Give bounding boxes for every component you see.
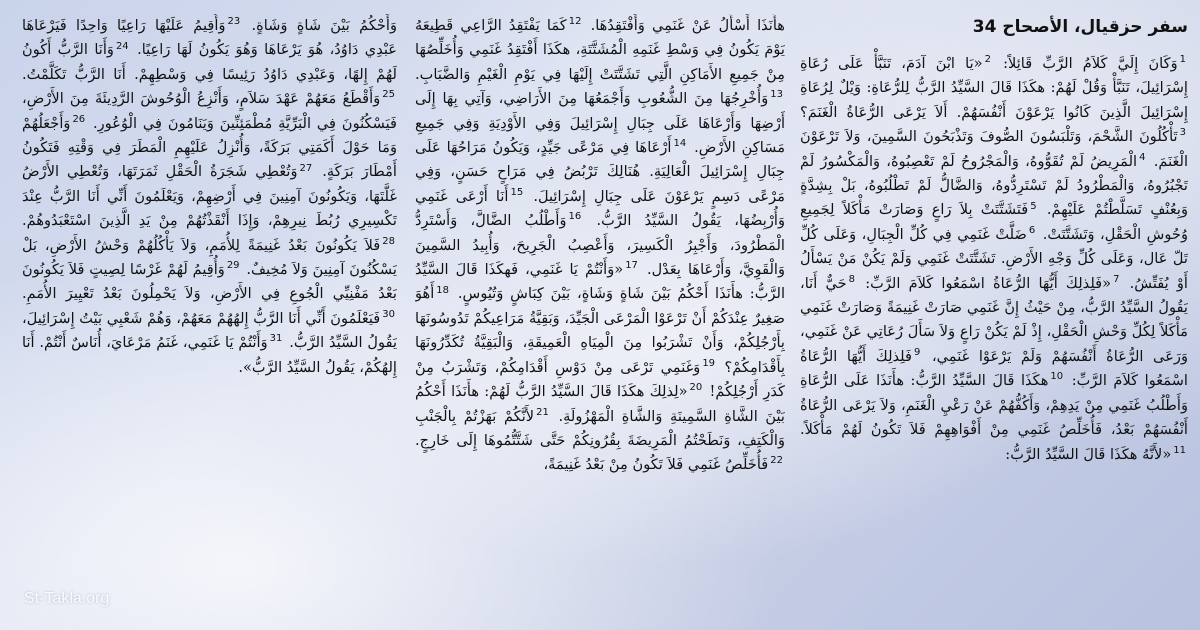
verse [1003, 55, 1188, 72]
verse-number: 19 [702, 357, 716, 369]
text-column-left [22, 14, 397, 614]
verse-text: فَأُخَلِّصُ غَنَمِي فَلاَ تَكُونُ مِنْ بَعْدُ غَنِيمَةً، [543, 456, 769, 474]
verse-text: لأَنَّكُمْ بَهَزْتُمْ بِالْجَنْبِ وَالْكَتِفِ، وَنَطَحْتُمُ الْمَرِيضَةَ بِقُرُونِكُمْ حَتَّى شَتَّتُّمُوهَا إِلَى خَارِجٍ. [415, 407, 785, 449]
verse-text: الْمَرِيضُ لَمْ تُقَوُّوهُ، وَالْمَجْرُوحُ لَمْ تَعْصِبُوهُ، وَالْمَكْسُورُ لَمْ تَجْبُرُوهُ، وَالْمَطْرُودُ لَمْ تَسْتَرِدُّوهُ، وَالضَّالُّ لَمْ تَطْلُبُوهُ، بَلْ بِشِدَّةٍ وَبِعُنْفٍ تَسَلَّطْتُمْ عَلَيْهِمْ. [800, 152, 1188, 219]
verse [251, 17, 397, 34]
verse-text: وَغَنَمِي تَرْعَى مِنْ دَوْسِ أَقْدَامِكُمْ، وَتَشْرَبُ مِنْ كَدَرِ أَرْجُلِكُمْ! [415, 358, 785, 401]
verse-number: 30 [382, 309, 395, 321]
verse-number: 13 [770, 89, 783, 101]
verse-text: وَأَطْلُبُ الضَّالَّ، وَأَسْتَرِدُّ الْمَطْرُودَ، وَأَجْبِرُ الْكَسِيرَ، وَأَعْصِبُ الْجَرِيحَ، وَأُبِيدُ السَّمِينَ وَالْقَوِيَّ، وَأَرْعَاهَا بِعَدْل. [415, 212, 785, 279]
text-column-middle [415, 14, 785, 614]
verse-text: فَيَعْلَمُونَ أَنِّي أَنَا الرَّبُّ إِلهُهُمْ مَعَهُمْ، وَهُمْ شَعْبِي بَيْتُ إِسْرَائِيلَ، يَقُولُ السَّيِّدُ الرَّبُّ. [22, 309, 397, 352]
verse-text: وَأَحْكُمُ بَيْنَ شَاةٍ وَشَاةٍ. [251, 17, 397, 34]
verse-number: 3 [1179, 127, 1186, 139]
verse-number: 15 [510, 186, 524, 198]
chapter-title: سفر حزقيال، الأصحاح 34 [972, 17, 1188, 37]
verse-text: «لأَنَّهُ هكَذَا قَالَ السَّيِّدُ الرَّبُّ: [1005, 445, 1172, 463]
site-watermark: St-Takla.org [24, 590, 110, 607]
verse-text: وَأَنْتُمْ يَا غَنَمِي، غَنَمُ مَرْعَايَ، أُنَاسٌ أَنْتُمْ. أَنَا إِلهُكُمْ، يَقُولُ السَّيِّدُ الرَّبُّ». [22, 334, 397, 376]
verse-text: حَيٌّ أَنَا، يَقُولُ السَّيِّدُ الرَّبُّ، مِنْ حَيْثُ إِنَّ غَنَمِي صَارَتْ غَنِيمَةً وَصَارَتْ غَنَمِي مَأْكَلاً لِكُلِّ وَحْشِ الْحَقْلِ، إِذْ لَمْ يَكُنْ رَاعٍ وَلاَ سَأَلَ رُعَاتِي عَنْ غَنَمِي، وَرَعَى الرُّعَاةُ أَنْفُسَهُمْ وَلَمْ يَرْعَوْا غَنَمِي، [800, 274, 1188, 365]
verse-text: وَأُخْرِجُهَا مِنَ الشُّعُوبِ وَأَجْمَعُهَا مِنَ الأَرَاضِي، وَآتِي بِهَا إِلَى أَرْضِهَا وَأَرْعَاهَا عَلَى جِبَالِ إِسْرَائِيلَ وَفِي الأَوْدِيَةِ وَفِي جَمِيعِ مَسَاكِنِ الأَرْضِ. [415, 90, 785, 157]
verse-text: أَنَا أَرْعَى غَنَمِي وَأُرْبِضُهَا، يَقُولُ السَّيِّدُ الرَّبُّ. [415, 187, 785, 230]
verse [1005, 446, 1188, 463]
verse-text: «فَلِذلِكَ أَيُّهَا الرُّعَاةُ اسْمَعُوا كَلاَمَ الرَّبِّ: [865, 274, 1112, 292]
verse-number: 8 [848, 273, 856, 285]
verse-text: فَلِذلِكَ أَيُّهَا الرُّعَاةُ اسْمَعُوا كَلاَمَ الرَّبِّ: [800, 347, 1188, 390]
verse-number: 6 [1028, 224, 1036, 236]
verse-number: 9 [913, 347, 921, 359]
verse [591, 17, 785, 34]
verse-text: «لِذلِكَ هكَذَا قَالَ السَّيِّدُ الرَّبُّ لَهُمْ: هأَنَذَا أَحْكُمُ بَيْنَ الشَّاةِ السَّمِينَةِ وَالشَّاةِ الْمَهْزُولَةِ. [415, 383, 785, 425]
verse-number: 17 [625, 260, 638, 272]
verse-number: 16 [568, 211, 582, 223]
verse-number: 1 [1179, 54, 1186, 66]
verse-list [22, 14, 397, 380]
verse-number: 25 [382, 89, 395, 101]
verse-text: وَتُعْطِي شَجَرَةُ الْحَقْلِ ثَمَرَتَهَا، وَتُعْطِي الأَرْضُ غَلَّتَهَا، وَيَكُونُونَ آمِنِينَ فِي أَرْضِهِمْ، وَيَعْلَمُونَ أَنِّي أَنَا الرَّبُّ عِنْدَ تَكْسِيرِي رُبُطَ نِيرِهِمْ، وَإِذَا أَنْقَذْتُهُمْ مِنْ يَدِ الَّذِينَ اسْتَعْبَدُوهُمْ. [22, 163, 397, 230]
verse-number: 10 [1050, 371, 1064, 383]
verse-list [415, 14, 785, 478]
verse-list [800, 52, 1188, 467]
verse [543, 456, 785, 473]
verse-number: 11 [1173, 444, 1186, 456]
verse-number: 14 [673, 138, 687, 150]
verse-text: فَلاَ يَكُونُونَ بَعْدُ غَنِيمَةً لِلأُمَمِ، وَلاَ يَأْكُلُهُمْ وَحْشُ الأَرْضِ، بَلْ يَسْكُنُونَ آمِنِينَ وَلاَ مُخِيفٌ. [22, 236, 397, 279]
verse-text: وَأُقِيمُ لَهُمْ غَرْسًا لِصِيتٍ فَلاَ يَكُونُونَ بَعْدُ مَفْنِيِّي الْجُوعِ فِي الأَرْضِ، وَلاَ يَحْمِلُونَ بَعْدُ تَعْيِيرَ الأُمَمِ. [22, 261, 397, 303]
verse-number: 23 [227, 16, 241, 28]
verse-text: «يَا ابْنَ آدَمَ، تَنَبَّأْ عَلَى رُعَاةِ إِسْرَائِيلَ، تَنَبَّأْ وَقُلْ لَهُمْ: هكَذَا قَالَ السَّيِّدُ الرَّبُّ لِلرُّعَاةِ: وَيْلٌ لِرُعَاةِ إِسْرَائِيلَ الَّذِينَ كَانُوا يَرْعَوْنَ أَنْفُسَهُمْ. أَلاَ يَرْعَى الرُّعَاةُ الْغَنَمَ؟ [800, 55, 1188, 121]
verse-text: كَمَا يَفْتَقِدُ الرَّاعِي قَطِيعَهُ يَوْمَ يَكُونُ فِي وَسْطِ غَنَمِهِ الْمُشَتَّتَةِ، هكَذَا أَفْتَقِدُ غَنَمِي وَأُخَلِّصُهَا مِنْ جَمِيعِ الأَمَاكِنِ الَّتِي تَشَتَّتَتْ إِلَيْهَا فِي يَوْمِ الْغَيْمِ وَالضَّبَابِ. [415, 17, 785, 83]
verse-number: 26 [72, 113, 86, 125]
verse-text: «وَأَنْتُمْ يَا غَنَمِي، فَهكَذَا قَالَ السَّيِّدُ الرَّبُّ: هأَنَذَا أَحْكُمُ بَيْنَ شَاةٍ وَشَاةٍ، بَيْنَ كِبَاشٍ وَتُيُوسٍ. [415, 261, 785, 303]
verse-text: وَأَجْعَلُهُمْ وَمَا حَوْلَ أَكَمَتِي بَرَكَةً، وَأُنْزِلُ عَلَيْهِمِ الْمَطَرَ فِي وَقْتِهِ فَتَكُونُ أَمْطَارَ بَرَكَةٍ. [22, 114, 397, 181]
verse-text: وَأَنَا الرَّبُّ أَكُونُ لَهُمْ إِلهًا، وَعَبْدِي دَاوُدُ رَئِيسًا فِي وَسْطِهِمْ. أَنَا الرَّبُّ تَكَلَّمْتُ. [22, 41, 397, 83]
verse-number: 29 [226, 260, 240, 272]
verse-text: ضَلَّتْ غَنَمِي فِي كُلِّ الْجِبَالِ، وَعَلَى كُلِّ تَلّ عَال، وَعَلَى كُلِّ وَجْهِ الأَرْضِ. تَشَتَّتَتْ غَنَمِي وَلَمْ يَكُنْ مَنْ يَسْأَلُ أَوْ يُفَتِّشُ. [800, 225, 1188, 292]
verse-number: 4 [1139, 151, 1146, 163]
verse-text: وَأُقِيمُ عَلَيْهَا رَاعِيًا وَاحِدًا فَيَرْعَاهَا عَبْدِي دَاوُدُ، هُوَ يَرْعَاهَا وَهُوَ يَكُونُ لَهَا رَاعِيًا. [22, 17, 397, 59]
verse-text: أَهُوَ صَغِيرٌ عِنْدَكُمْ أَنْ تَرْعَوْا الْمَرْعَى الْجَيِّدَ، وَبَقِيَّةُ مَرَاعِيكُمْ تَدُوسُونَهَا بِأَرْجُلِكُمْ، وَأَنْ تَشْرَبُوا مِنَ الْمِيَاهِ الْعَمِيقَةِ، وَالْبَقِيَّةُ تُكَدِّرُونَهَا بِأَقْدَامِكُمْ؟ [415, 285, 785, 376]
verse-number: 12 [568, 16, 582, 28]
verse-number: 7 [1113, 273, 1120, 285]
verse-number: 27 [299, 162, 313, 174]
verse-text: وَأَقْطَعُ مَعَهُمْ عَهْدَ سَلاَمٍ، وَأَنْزِعُ الْوُحُوشَ الرَّدِيئَةَ مِنَ الأَرْضِ، فَيَسْكُنُونَ فِي الْبَرِّيَّةِ مُطْمَئِنِّينَ وَيَنَامُونَ فِي الْوُعُورِ. [22, 90, 397, 132]
verse-text: تَأْكُلُونَ الشَّحْمَ، وَتَلْبَسُونَ الصُّوفَ وَتَذْبَحُونَ السَّمِينَ، وَلاَ تَرْعَوْنَ الْغَنَمَ. [800, 128, 1188, 170]
verse-number: 18 [436, 284, 450, 296]
verse-number: 21 [536, 406, 549, 418]
verse-number: 24 [115, 40, 129, 52]
verse-text: فَتَشَتَّتَتْ بِلاَ رَاعٍ وَصَارَتْ مَأْكَلاً لِجَمِيعِ وُحُوشِ الْحَقْلِ، وَتَشَتَّتَتْ. [800, 201, 1188, 243]
text-column-right [800, 14, 1188, 614]
verse-number: 31 [269, 333, 283, 345]
verse-number: 28 [382, 235, 395, 247]
verse-text: هأَنَذَا أَسْأَلُ عَنْ غَنَمِي وَأَفْتَقِدُهَا. [590, 17, 785, 34]
verse-number: 20 [689, 382, 703, 394]
verse-number: 22 [770, 455, 783, 467]
verse-text: وَكَانَ إِلَيَّ كَلاَمُ الرَّبِّ قَائِلاً: [1003, 55, 1178, 72]
verse-text: هكَذَا قَالَ السَّيِّدُ الرَّبُّ: هأَنَذَا عَلَى الرُّعَاةِ وَأَطْلُبُ غَنَمِي مِنْ يَدِهِمْ، وَأَكُفُّهُمْ عَنْ رَعْيِ الْغَنَمِ، وَلاَ يَرْعَى الرُّعَاةُ أَنْفُسَهُمْ بَعْدُ، فَأُخَلِّصُ غَنَمِي مِنْ أَفْوَاهِهِمْ فَلاَ تَكُونُ لَهُمْ مَأْكَلاً. [800, 372, 1188, 439]
verse-number: 5 [1030, 200, 1037, 212]
verse [865, 275, 1121, 292]
verse-text: أَرْعَاهَا فِي مَرْعًى جَيِّدٍ، وَيَكُونُ مَرَاحُهَا عَلَى جِبَالِ إِسْرَائِيلَ الْعَالِيَةِ. هُنَالِكَ تَرْبُضُ فِي مَرَاحٍ حَسَنٍ، وَفِي مَرْعًى دَسِمٍ يَرْعَوْنَ عَلَى جِبَالِ إِسْرَائِيلَ. [415, 139, 785, 205]
verse-number: 2 [984, 54, 991, 66]
